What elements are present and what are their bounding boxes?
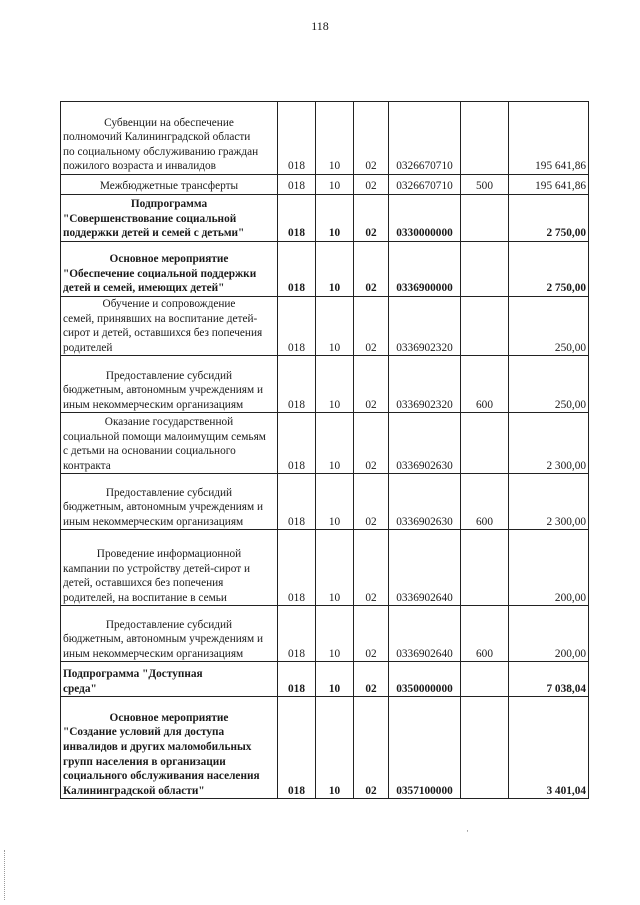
cell-rz: 10 [316, 662, 354, 697]
cell-pr: 02 [354, 175, 389, 195]
cell-vr: 600 [461, 356, 509, 413]
name-line: Основное мероприятие [109, 253, 229, 266]
table-row [61, 242, 589, 297]
cell-vr [461, 697, 509, 799]
name-line: бюджетным, автономным учреждениям и [63, 384, 264, 397]
cell-name [61, 297, 278, 356]
name-line: полномочий Калининградской области [63, 131, 251, 144]
name-line: детей и семей, имеющих детей" [63, 282, 225, 295]
cell-pr: 02 [354, 662, 389, 697]
cell-sum: 195 641,86 [509, 102, 589, 175]
scan-mark: · [466, 826, 469, 836]
cell-rz: 10 [316, 474, 354, 530]
cell-ved: 018 [278, 530, 316, 606]
cell-rz: 10 [316, 697, 354, 799]
name-line: "Обеспечение социальной поддержки [63, 267, 257, 280]
cell-sum: 2 750,00 [509, 242, 589, 297]
name-line: групп населения в организации [63, 755, 226, 768]
cell-vr [461, 530, 509, 606]
page-number: 118 [311, 19, 329, 33]
name-line: родителей, на воспитание в семьи [63, 591, 227, 604]
budget-table [60, 101, 589, 799]
cell-name [61, 413, 278, 474]
cell-name [61, 697, 278, 799]
name-line: среда" [63, 682, 97, 695]
cell-sum: 250,00 [509, 356, 589, 413]
cell-csr: 0350000000 [389, 662, 461, 697]
cell-rz: 10 [316, 195, 354, 242]
name-line: контракта [63, 459, 111, 472]
table-row [61, 175, 589, 195]
cell-name [61, 195, 278, 242]
cell-vr: 600 [461, 606, 509, 662]
cell-name [61, 662, 278, 697]
cell-ved: 018 [278, 195, 316, 242]
cell-csr: 0336902320 [389, 356, 461, 413]
cell-sum: 3 401,04 [509, 697, 589, 799]
cell-sum: 250,00 [509, 297, 589, 356]
name-line: родителей [63, 341, 113, 354]
name-line: бюджетным, автономным учреждениям и [63, 501, 264, 514]
name-line: социального обслуживания населения [63, 770, 260, 783]
cell-sum: 200,00 [509, 606, 589, 662]
cell-name [61, 530, 278, 606]
cell-pr: 02 [354, 530, 389, 606]
cell-pr: 02 [354, 195, 389, 242]
cell-ved: 018 [278, 242, 316, 297]
table-row [61, 413, 589, 474]
table-row [61, 356, 589, 413]
name-line: Подпрограмма "Доступная [63, 668, 203, 681]
cell-sum: 2 300,00 [509, 413, 589, 474]
cell-name [61, 175, 278, 195]
cell-csr: 0336900000 [389, 242, 461, 297]
cell-rz: 10 [316, 102, 354, 175]
table-row [61, 297, 589, 356]
cell-sum: 195 641,86 [509, 175, 589, 195]
name-line: Предоставление субсидий [105, 618, 233, 631]
cell-vr [461, 297, 509, 356]
cell-ved: 018 [278, 356, 316, 413]
cell-csr: 0330000000 [389, 195, 461, 242]
name-line: поддержки детей и семей с детьми" [63, 227, 245, 240]
cell-sum: 200,00 [509, 530, 589, 606]
cell-csr: 0336902630 [389, 474, 461, 530]
name-line: Предоставление субсидий [105, 486, 233, 499]
cell-pr: 02 [354, 297, 389, 356]
cell-rz: 10 [316, 297, 354, 356]
name-line: инвалидов и других маломобильных [63, 741, 252, 753]
cell-name [61, 356, 278, 413]
cell-name [61, 606, 278, 662]
cell-name [61, 242, 278, 297]
name-line: иным некоммерческим организациям [63, 647, 244, 660]
cell-pr: 02 [354, 474, 389, 530]
cell-rz: 10 [316, 242, 354, 297]
cell-vr [461, 102, 509, 175]
cell-ved: 018 [278, 175, 316, 195]
table-row [61, 474, 589, 530]
cell-vr [461, 242, 509, 297]
cell-rz: 10 [316, 175, 354, 195]
table-row [61, 195, 589, 242]
cell-ved: 018 [278, 474, 316, 530]
cell-name [61, 474, 278, 530]
table-row [61, 102, 589, 175]
cell-pr: 02 [354, 356, 389, 413]
cell-ved: 018 [278, 697, 316, 799]
cell-sum: 2 750,00 [509, 195, 589, 242]
name-line: бюджетным, автономным учреждениям и [63, 633, 264, 646]
cell-ved: 018 [278, 102, 316, 175]
cell-pr: 02 [354, 697, 389, 799]
name-line: кампании по устройству детей-сирот и [63, 562, 251, 575]
cell-csr: 0326670710 [389, 175, 461, 195]
cell-sum: 2 300,00 [509, 474, 589, 530]
cell-rz: 10 [316, 413, 354, 474]
table-row [61, 662, 589, 697]
cell-csr: 0336902640 [389, 530, 461, 606]
cell-csr: 0326670710 [389, 102, 461, 175]
name-line: иным некоммерческим организациям [63, 398, 244, 411]
cell-ved: 018 [278, 297, 316, 356]
cell-csr: 0336902630 [389, 413, 461, 474]
name-line: семей, принявших на воспитание детей- [63, 312, 258, 325]
cell-sum: 7 038,04 [509, 662, 589, 697]
cell-ved: 018 [278, 606, 316, 662]
cell-rz: 10 [316, 606, 354, 662]
name-line: "Совершенствование социальной [63, 212, 237, 225]
cell-vr: 600 [461, 474, 509, 530]
name-line: Подпрограмма [130, 198, 208, 211]
cell-pr: 02 [354, 413, 389, 474]
cell-vr [461, 662, 509, 697]
name-line: Предоставление субсидий [105, 369, 233, 382]
cell-pr: 02 [354, 102, 389, 175]
name-line: иным некоммерческим организациям [63, 515, 244, 528]
table-row [61, 530, 589, 606]
cell-csr: 0357100000 [389, 697, 461, 799]
name-line: Калининградской области" [63, 784, 205, 797]
cell-pr: 02 [354, 606, 389, 662]
name-line: Оказание государственной [104, 416, 234, 428]
name-line: детей, оставшихся без попечения [63, 577, 224, 590]
cell-csr: 0336902320 [389, 297, 461, 356]
name-line: Проведение информационной [96, 548, 242, 560]
name-line: по социальному обслуживанию граждан [63, 145, 259, 158]
name-line: социальной помощи малоимущим семьям [63, 430, 266, 443]
cell-rz: 10 [316, 530, 354, 606]
name-line: с детьми на основании социального [63, 445, 236, 458]
cell-name [61, 102, 278, 175]
cell-pr: 02 [354, 242, 389, 297]
cell-csr: 0336902640 [389, 606, 461, 662]
table-row [61, 606, 589, 662]
name-line: "Создание условий для доступа [63, 726, 225, 739]
cell-vr [461, 413, 509, 474]
cell-ved: 018 [278, 413, 316, 474]
cell-ved: 018 [278, 662, 316, 697]
name-line: Межбюджетные трансферты [99, 180, 239, 193]
scan-edge-artifact [4, 850, 7, 900]
cell-rz: 10 [316, 356, 354, 413]
table-row [61, 697, 589, 799]
name-line: пожилого возраста и инвалидов [63, 160, 217, 173]
cell-vr [461, 195, 509, 242]
name-line: сирот и детей, оставшихся без попечения [63, 327, 263, 340]
name-line: Обучение и сопровождение [102, 298, 236, 310]
name-line: Субвенции на обеспечение [104, 116, 234, 129]
name-line: Основное мероприятие [109, 711, 229, 724]
cell-vr: 500 [461, 175, 509, 195]
